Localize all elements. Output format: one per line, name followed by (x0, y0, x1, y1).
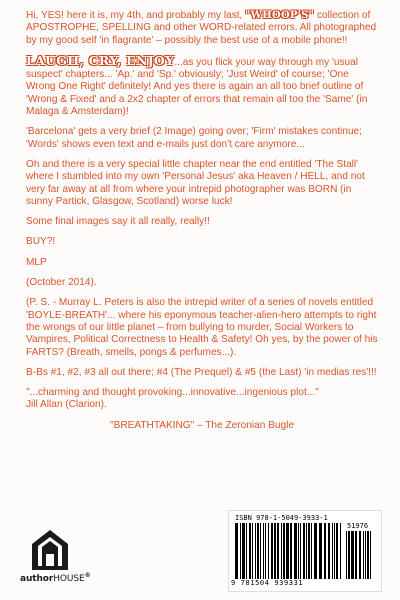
barcode-bar (355, 531, 357, 579)
back-cover-text (26, 10, 378, 440)
publisher-wordmark (20, 572, 92, 584)
barcode-bar (281, 523, 282, 579)
barcode-bar (246, 523, 247, 579)
barcode-bar (240, 523, 241, 579)
barcode-bar (290, 523, 292, 579)
barcode-bar (367, 531, 369, 579)
review-quote (26, 387, 378, 412)
barcode-bar (257, 523, 259, 579)
barcode-bar (311, 523, 312, 579)
publisher-name-bold: author (20, 574, 54, 584)
barcode-bar (286, 523, 289, 579)
barcode-bar (308, 523, 310, 579)
barcode-bar (334, 523, 335, 579)
barcode-bar (359, 531, 361, 579)
barcode-bar (249, 523, 251, 579)
barcode-bar (298, 523, 299, 579)
barcode-bar (283, 523, 285, 579)
barcode-bar (235, 523, 238, 579)
isbn-text: ISBN 978-1-5049-3933-1 (235, 514, 328, 522)
barcode-bar (268, 523, 269, 579)
barcode-bar (274, 523, 276, 579)
barcode-bar (346, 531, 347, 579)
laugh-cry-enjoy-headline: LAUGH, CRY, ENJOY (26, 52, 175, 68)
review-author: Jill Allan (Clarion). (26, 399, 107, 411)
addon-digits: 51976 (347, 522, 369, 530)
barcode-bar (255, 523, 256, 579)
barcode-bar (332, 523, 333, 579)
barcode-bar (277, 523, 279, 579)
bugle-quote: "BREATHTAKING" – The Zeronian Bugle (110, 419, 294, 431)
barcode-bar (365, 531, 366, 579)
barcode-bar (303, 523, 305, 579)
laugh-text: ...as you flick your way through my 'usual suspect' chapters... 'Ap.' and 'Sp.' obviously; 'Just Weird' of course; 'One Wrong One Right' definitely! And yes there is again an all too brief outline of 'Wrong & Fixed' and a 2x2 chapter of errors that remain all too the 'Same' (in Malaga & Amsterdam)! (26, 56, 368, 118)
publisher-house-icon (28, 528, 72, 572)
addon-barcode-bars (346, 531, 376, 579)
intro-after: collection of APOSTROPHE, SPELLING and other WORD-related errors. All photographed by my good self 'in flagrante' – possibly the best use of a mobile phone!! (26, 10, 377, 46)
paragraph-barcelona: 'Barcelona' gets a very brief (2 Image) going over; 'Firm' mistakes continue; 'Words' shows even text and e-mails just don't care anymore... (26, 126, 362, 150)
intro-paragraph (26, 10, 378, 47)
barcode-bar (294, 523, 297, 579)
barcode-bar (348, 531, 350, 579)
review-quote-text: "...charming and thought provoking...innovative...ingenious plot..." (26, 387, 319, 399)
barcode-bar (336, 523, 338, 579)
paragraph-the-stall: Oh and there is a very special little chapter near the end entitled 'The Stall' where I stumbled into my own 'Personal Jesus' aka Heaven / HELL, and not very far away at all from where your intrepid photographer was BORN (in sunny Partick, Glasgow, Scotland) worse luck! (26, 158, 365, 207)
barcode-bar (370, 531, 371, 579)
barcode-bar (300, 523, 301, 579)
barcode-bar (271, 523, 273, 579)
paragraph-final-images: Some final images say it all really, really!! (26, 216, 210, 228)
intro-before: Hi, YES! here it is, my 4th, and probably my last, (26, 10, 246, 21)
barcode-bar (265, 523, 266, 579)
barcode-bar (319, 523, 322, 579)
registered-mark: ® (84, 572, 91, 579)
barcode-bar (260, 523, 261, 579)
barcode-bar (340, 523, 341, 579)
laugh-paragraph (26, 52, 378, 118)
paragraph-signature: MLP (26, 256, 47, 268)
barcode-bar (252, 523, 253, 579)
barcode-bar (242, 523, 245, 579)
publisher-name-thin: HOUSE (53, 574, 85, 584)
barcode-bar (328, 523, 330, 579)
paragraph-postscript: (P. S. - Murray L. Peters is also the intrepid writer of a series of novels entitled 'BOYLE-BREATH'... where his eponymous teacher-alien-hero attempts to right the wrongs of our little planet – from bullying to murder, Social Workers to Vampires, Political Correctness to Health & Safety! Oh yes, by the power of his FARTS? (Breath, smells, pongs & perfumes...). (26, 297, 378, 358)
barcode-bar (306, 523, 307, 579)
barcode-bar (314, 523, 317, 579)
authorhouse-logo (20, 528, 90, 590)
barcode-bar (324, 523, 326, 579)
ean-barcode-bars (235, 523, 343, 579)
paragraph-series: B-Bs #1, #2, #3 all out there; #4 (The Prequel) & #5 (the Last) 'in medias res'!!! (26, 366, 377, 378)
isbn-barcode (228, 510, 382, 592)
barcode-bar (351, 531, 354, 579)
ean-digits: 9 781504 939331 (231, 579, 304, 587)
whoops-wordmark: "WHOOP'S" (245, 10, 315, 21)
barcode-bar (363, 531, 364, 579)
paragraph-buy: BUY?! (26, 236, 56, 248)
barcode-bar (263, 523, 264, 579)
paragraph-date: (October 2014). (26, 277, 97, 289)
